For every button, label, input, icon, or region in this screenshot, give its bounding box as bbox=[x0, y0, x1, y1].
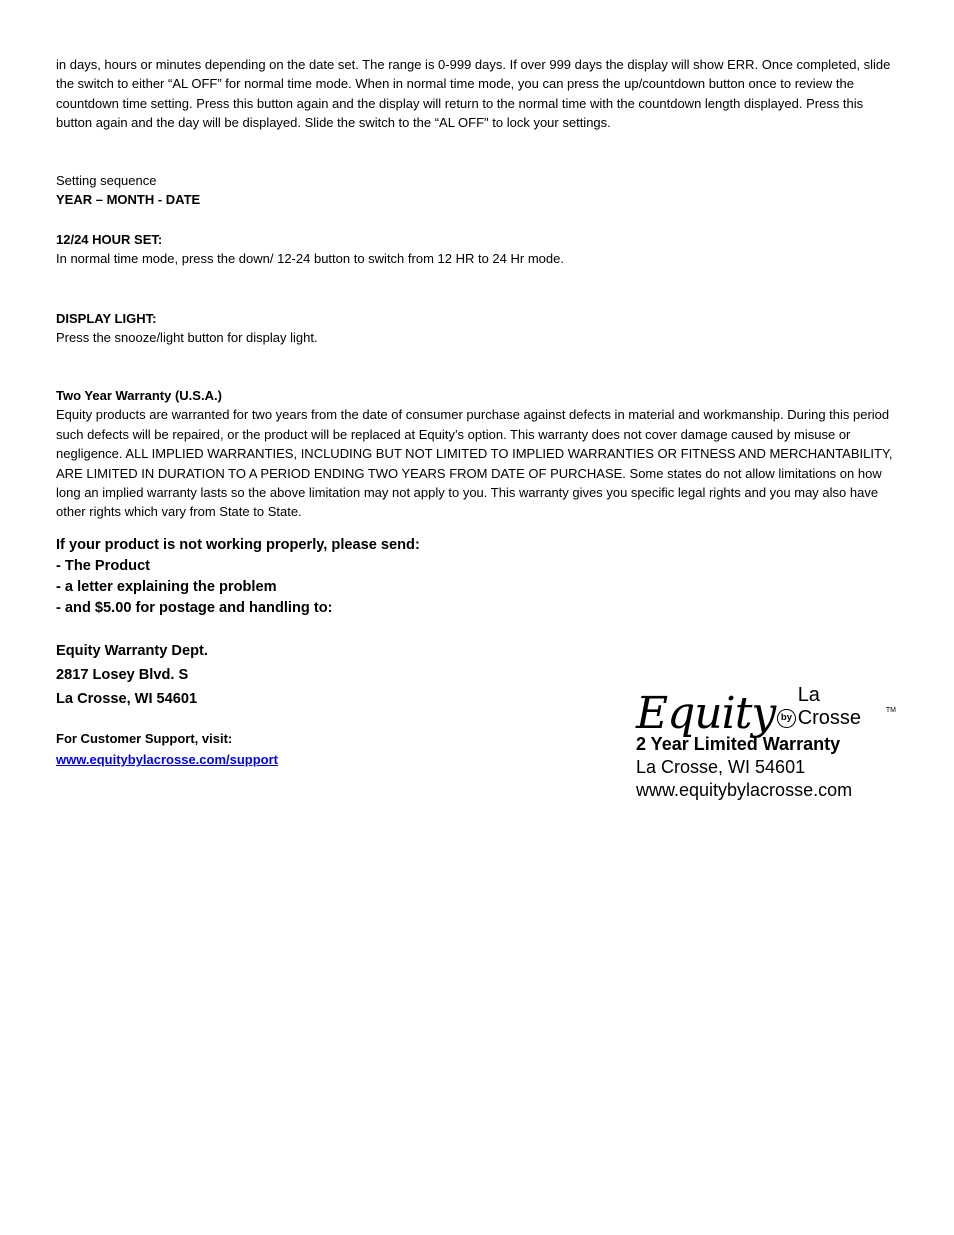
logo-tm: TM bbox=[885, 707, 896, 714]
logo-warranty-line: 2 Year Limited Warranty bbox=[636, 734, 841, 754]
warranty-heading: Two Year Warranty (U.S.A.) bbox=[56, 388, 222, 403]
send-instructions bbox=[56, 535, 420, 619]
address-line: La Crosse, WI 54601 bbox=[56, 691, 198, 707]
address-line: 2817 Losey Blvd. S bbox=[56, 667, 189, 683]
setting-sequence-value: YEAR – MONTH - DATE bbox=[56, 192, 201, 208]
display-light-text: Press the snooze/light button for display light. bbox=[56, 330, 318, 346]
setting-sequence-label: Setting sequence bbox=[56, 173, 157, 188]
hour-set-text: In normal time mode, press the down/ 12-24 button to switch from 12 HR to 24 Hr mode. bbox=[56, 251, 564, 267]
logo-location-line: La Crosse, WI 54601 bbox=[636, 757, 806, 777]
warranty-text: Equity products are warranted for two years from the date of consumer purchase against defects in material and workmanship. During this period such defects will be repaired, or the product will be replaced at Equity’s option. This warranty does not cover damage caused by misuse or negligence. ALL IMPLIED WARRANTIES, INCLUDING BUT NOT LIMITED TO IMPLIED WARRANTIES OR FITNESS AND MERCHANTABILITY, ARE LIMITED IN DURATION TO A PERIOD ENDING TWO YEARS FROM DATE OF PURCHASE. Some states do not allow limitations on how long an implied warranty lasts so the above limitation may not apply to you. This warranty gives you specific legal rights and you may also have other rights which vary from State to State. bbox=[56, 407, 893, 520]
intro-section bbox=[56, 55, 896, 133]
hour-set-section bbox=[56, 230, 564, 269]
support-label: For Customer Support, visit: bbox=[56, 731, 233, 746]
address-line: Equity Warranty Dept. bbox=[56, 643, 208, 659]
warranty-address bbox=[56, 639, 208, 711]
setting-sequence-section bbox=[56, 171, 200, 210]
logo-by: by bbox=[777, 709, 795, 728]
intro-paragraph: in days, hours or minutes depending on the date set. The range is 0-999 days. If over 999 days the display will show ERR. Once completed, slide the switch to either “AL OFF” for normal time mode. When in normal time mode, you can press the up/countdown button once to review the countdown time setting. Press this button again and the display will return to the normal time with the countdown length displayed. Press this button again and the day will be displayed. Slide the switch to the “AL OFF" to lock your settings. bbox=[56, 57, 891, 131]
display-light-section bbox=[56, 309, 318, 348]
send-line: - and $5.00 for postage and handling to: bbox=[56, 600, 333, 616]
equity-logo bbox=[636, 680, 896, 801]
logo-wordmark bbox=[636, 680, 896, 739]
send-line: - a letter explaining the problem bbox=[56, 579, 277, 595]
logo-partner: La Crosse bbox=[797, 684, 862, 729]
support-link[interactable]: www.equitybylacrosse.com/support bbox=[56, 752, 279, 768]
hour-set-heading: 12/24 HOUR SET: bbox=[56, 232, 163, 247]
logo-url-line: www.equitybylacrosse.com bbox=[636, 780, 853, 800]
send-line: If your product is not working properly, please send: bbox=[56, 537, 420, 553]
warranty-section bbox=[56, 386, 896, 522]
send-line: - The Product bbox=[56, 558, 151, 574]
display-light-heading: DISPLAY LIGHT: bbox=[56, 311, 157, 326]
support-section bbox=[56, 729, 278, 769]
logo-brand: Equity bbox=[636, 688, 776, 739]
